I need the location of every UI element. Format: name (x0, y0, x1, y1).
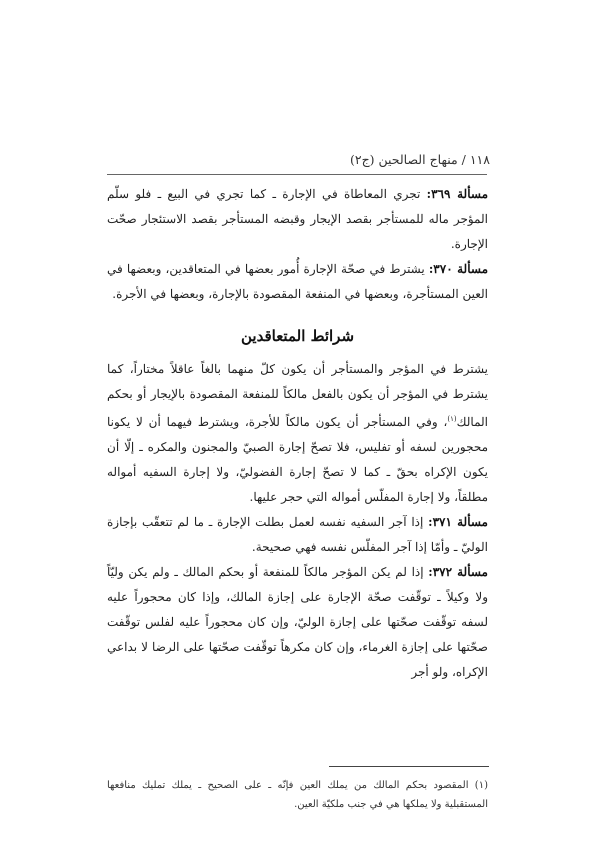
issue-text: إذا آجر السفيه نفسه لعمل بطلت الإجارة ـ ما لم تتعقّب بإجازة الوليّ ـ وأمّا إذا آجر المفلّس نفسه فهي صحيحة. (107, 515, 488, 554)
header-rule (107, 174, 487, 175)
issue-number: مسألة ٣٦٩: (426, 187, 489, 201)
footnote: (١) المقصود بحكم المالك من يملك العين فإنّه ـ على الصحيح ـ يملك تمليك منافعها المستقبلية ولا يملكها هي في جنب ملكيّة العين. (107, 780, 488, 810)
issue-text: يشترط في صحّة الإجارة أُمور بعضها في المتعاقدين، وبعضها في العين المستأجرة، وبعضها في المنفعة المقصودة بالإجارة، وبعضها في الأجرة. (107, 262, 488, 301)
issue-370 (107, 257, 488, 307)
paragraph-text: يشترط في المؤجر والمستأجر أن يكون كلّ منهما بالغاً عاقلاً مختاراً، كما يشترط في المؤجر أن يكون بالفعل مالكاً للمنفعة المقصودة بالإيجار أو بحكم المالك (107, 362, 488, 429)
paragraph-text: ، وفي المستأجر أن يكون مالكاً للأجرة، ويشترط فيهما أن لا يكونا محجورين لسفه أو تفليس، فلا تصحّ إجارة الصبيّ والمجنون والمكره ـ إلّا أن يكون الإكراه بحقّ ـ كما لا تصحّ إجارة الفضوليّ، ولا إجارة السفيه أمواله مطلقاً، ولا إجارة المفلّس أمواله التي حجر عليها. (107, 415, 488, 504)
issue-number: مسألة ٣٧٢: (428, 565, 488, 579)
issue-371 (107, 510, 488, 560)
issue-text: إذا لم يكن المؤجر مالكاً للمنفعة أو بحكم المالك ـ ولم يكن وليّاً ولا وكيلاً ـ توقّفت صحّة الإجارة على إجازة المالك، وإذا كان محجوراً عليه لسفه توقّفت صحّتها على إجازة الوليّ، وإن كان محجوراً عليه لفلس توقّفت صحّتها على إجازة الغرماء، وإن كان مكرهاً توقّفت صحّتها على الرضا لا بداعي الإكراه، ولو أجر (107, 565, 488, 679)
issue-number: مسألة ٣٧٠: (428, 262, 488, 276)
footnote-marker: (١) (447, 415, 457, 423)
issue-text: تجري المعاطاة في الإجارة ـ كما تجري في البيع ـ فلو سلّم المؤجر ماله للمستأجر بقصد الإيجار وقبضه المستأجر بقصد الاستئجار صحّت الإجارة. (107, 187, 488, 251)
main-text (107, 182, 488, 685)
issue-369 (107, 182, 488, 257)
section-paragraph (107, 357, 488, 510)
section-title: شرائط المتعاقدين (240, 327, 355, 345)
footnote-rule (329, 766, 489, 767)
issue-372 (107, 560, 488, 685)
running-header: ١١٨ / منهاج الصالحين (ج٢) (349, 152, 490, 167)
issue-number: مسألة ٣٧١: (428, 515, 488, 529)
